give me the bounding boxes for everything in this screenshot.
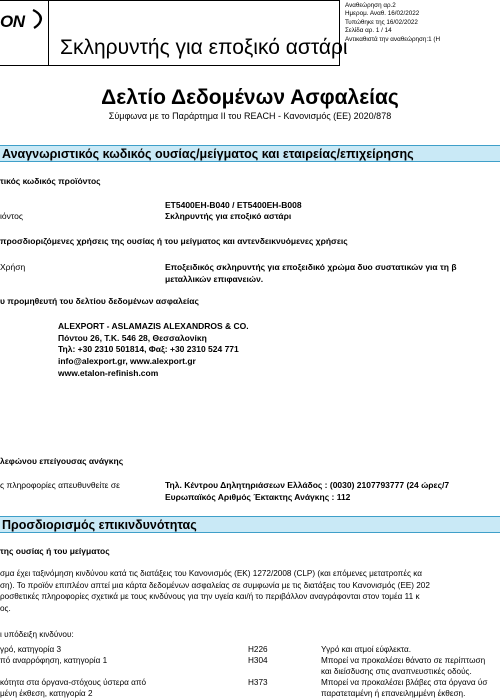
hazard-text: Μπορεί να προκαλέσει θάνατο σε περίπτωση <box>321 656 486 665</box>
page-subtitle: Σύμφωνα με το Παράρτημα II του REACH - Κανονισμός (ΕΕ) 2020/878 <box>108 111 392 121</box>
supplier-line: Πόντου 26, Τ.Κ. 546 28, Θεσσαλονίκη <box>58 332 207 343</box>
section-1-title: Αναγνωριστικός κωδικός ουσίας/μείγματος και εταιρείας/επιχείρησης <box>2 147 414 161</box>
hazard-text: Υγρό και ατμοί εύφλεκτα. <box>321 645 412 654</box>
use-value-line-2: μεταλλικών επιφανειών. <box>165 274 264 284</box>
supplier-details <box>58 321 249 380</box>
hazard-text: και διείσδυσης στις αναπνευστικές οδούς. <box>321 667 472 676</box>
hazard-class: κότητα στα όργανα-στόχους ύστερα από <box>0 678 147 687</box>
hazard-class: πό αναρρόφηση, κατηγορία 1 <box>0 656 108 665</box>
classification-paragraph <box>0 568 430 615</box>
uses-heading: προσδιοριζόμενες χρήσεις της ουσίας ή του μείγματος και αντενδεικνυόμενες χρήσεις <box>0 236 348 246</box>
paragraph-line: ροσθετικές πληροφορίες σχετικά με τους κινδύνους για την υγεία και/ή το περιβάλλον αναγράφονται στον τομέα 11 κ <box>0 592 420 602</box>
hazard-code: H226 <box>248 645 268 654</box>
product-name-value: Σκληρυντής για εποξικό αστάρι <box>165 211 292 221</box>
product-id-heading: τικός κωδικός προϊόντος <box>0 176 101 186</box>
hazard-text: παρατεταμένη ή επανειλημμένη έκθεση. <box>321 689 466 698</box>
product-code-value: ET5400EH-B040 / ET5400EH-B008 <box>165 200 302 210</box>
logo-swoosh-icon <box>30 8 46 30</box>
revision-line: Αντικαθιστά την αναθεώρηση:1 (Η <box>345 35 441 43</box>
section-2-header <box>0 516 500 533</box>
hazard-intro: ι υπόδειξη κινδύνου: <box>0 630 74 639</box>
hazard-class: μένη έκθεση, κατηγορία 2 <box>0 689 93 698</box>
hazard-code: H304 <box>248 656 268 665</box>
paragraph-line: ση). Το προϊόν επιπλέον απτεί μια κάρτα δεδομένων ασφαλείας σε συμφωνία με τις διατάξεις του Κανονισμός (ΕΕ) 202 <box>0 580 430 590</box>
document-product-title: Σκληρυντής για εποξικό αστάρι <box>60 36 348 59</box>
paragraph-line: ος. <box>0 604 11 614</box>
emergency-heading: λεφώνου επείγουσας ανάγκης <box>0 456 124 466</box>
supplier-line: Τηλ: +30 2310 501814, Φαξ: +30 2310 524 771 <box>58 344 239 355</box>
hazard-text: Μπορεί να προκαλέσει βλάβες στα όργανα ύσ <box>321 678 488 687</box>
paragraph-line: σμα έχει ταξινόμηση κινδύνου κατά τις διατάξεις του Κανονισμός (ΕΚ) 1272/2008 (CLP) (και επόμενες μετατροπές κα <box>0 569 422 578</box>
supplier-line: www.etalon-refinish.com <box>58 367 159 378</box>
revision-line: Αναθεώρηση αρ.2 <box>345 2 396 9</box>
page-title: Δελτίο Δεδομένων Ασφαλείας <box>101 86 399 109</box>
classification-heading: της ουσίας ή του μείγματος <box>0 546 110 556</box>
revision-line: Ημερομ. Αναθ. 16/02/2022 <box>345 10 420 18</box>
emergency-phone-line-1: Τηλ. Κέντρου Δηλητηριάσεων Ελλάδος : (0030) 2107793777 (24 ώρες/7 <box>165 480 450 490</box>
product-name-label: ιόντος <box>0 211 23 221</box>
section-1-header <box>0 145 500 162</box>
hazard-class: γρό, κατηγορία 3 <box>0 645 62 654</box>
revision-line: Σελίδα αρ. 1 / 14 <box>345 27 392 35</box>
supplier-line: info@alexport.gr, www.alexport.gr <box>58 356 196 367</box>
use-label: Χρήση <box>0 262 26 272</box>
header-divider <box>48 0 49 66</box>
revision-line: Τυπώθηκε της 16/02/2022 <box>345 18 418 26</box>
supplier-heading: υ προμηθευτή του δελτίου δεδομένων ασφαλείας <box>0 296 199 306</box>
supplier-line: ALEXPORT - ASLAMAZIS ALEXANDROS & CO. <box>58 321 249 331</box>
company-logo: ON <box>0 12 25 31</box>
revision-info <box>345 2 440 44</box>
use-value-line-1: Εποξειδικός σκληρυντής για εποξειδικό χρώμα δυο συστατικών για τη β <box>165 262 457 272</box>
emergency-phone-line-2: Ευρωπαϊκός Αριθμός Έκτακτης Ανάγκης : 112 <box>165 492 351 502</box>
section-2-title: Προσδιορισμός επικινδυνότητας <box>2 518 197 532</box>
hazard-code: H373 <box>248 678 268 687</box>
emergency-label: ς πληροφορίες απευθυνθείτε σε <box>0 480 120 490</box>
